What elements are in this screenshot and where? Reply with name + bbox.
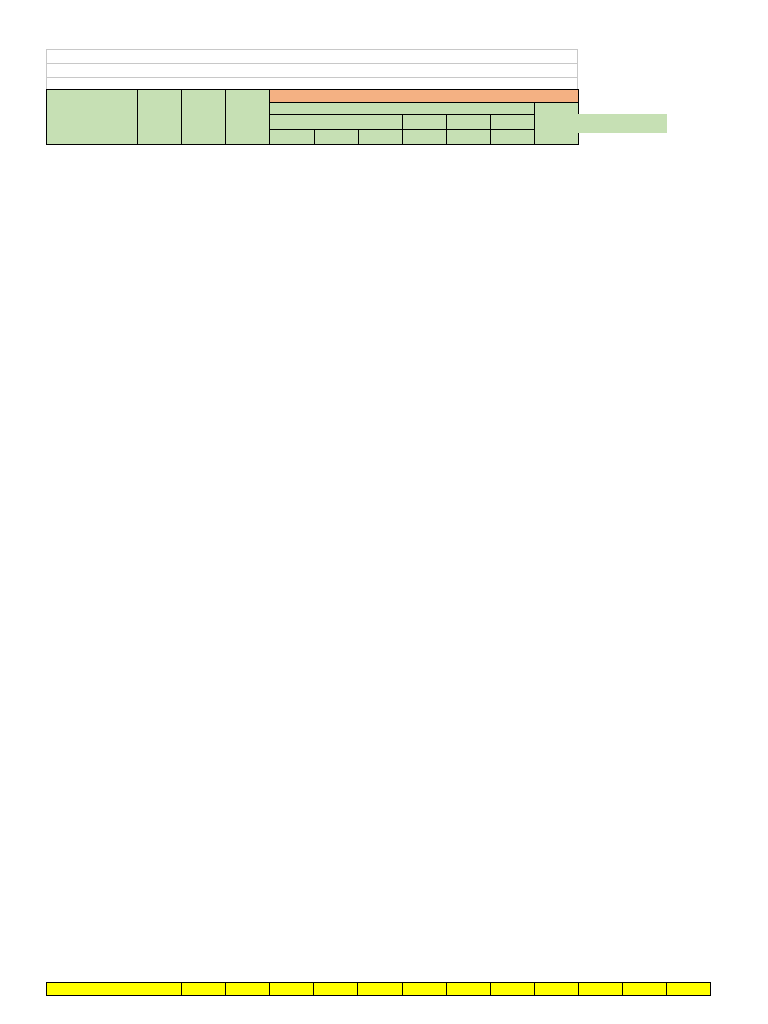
header-sd <box>623 115 667 133</box>
header-range-1 <box>270 130 314 145</box>
header-satisfactory <box>446 115 490 130</box>
grand-total-cell <box>402 983 446 996</box>
grand-total-cell <box>490 983 534 996</box>
header-subjects <box>47 90 138 145</box>
grand-total-cell <box>446 983 490 996</box>
header-at-risk <box>535 103 579 145</box>
grand-total-cell <box>534 983 578 996</box>
header-outstanding <box>270 115 402 130</box>
header-passed <box>270 103 535 115</box>
report-title <box>47 50 578 64</box>
grand-total-cell <box>270 983 314 996</box>
header-enrolment <box>182 90 226 145</box>
header-range-6 <box>490 130 534 145</box>
header-range-5 <box>446 130 490 145</box>
grand-total-row <box>46 982 711 996</box>
grand-total-label <box>47 983 182 996</box>
grand-total-tally <box>666 983 710 996</box>
grand-total-mean <box>578 983 622 996</box>
grand-total-cell <box>358 983 402 996</box>
header-range-2 <box>314 130 358 145</box>
header-range-3 <box>358 130 402 145</box>
stats-header <box>578 114 712 133</box>
grand-total-enrolment <box>182 983 226 996</box>
grand-total-sd <box>622 983 666 996</box>
header-tally <box>667 115 712 133</box>
header-satisfac-2 <box>490 115 534 130</box>
grand-total-cell <box>314 983 358 996</box>
header-satisfac-1 <box>402 115 446 130</box>
title-block <box>46 49 578 91</box>
header-range-4 <box>402 130 446 145</box>
header-mean <box>579 115 623 133</box>
header-grade-level <box>138 90 182 145</box>
header-quarter <box>270 90 579 103</box>
grand-total-mps <box>226 983 270 996</box>
header-mps <box>226 90 270 145</box>
school-year <box>47 64 578 78</box>
